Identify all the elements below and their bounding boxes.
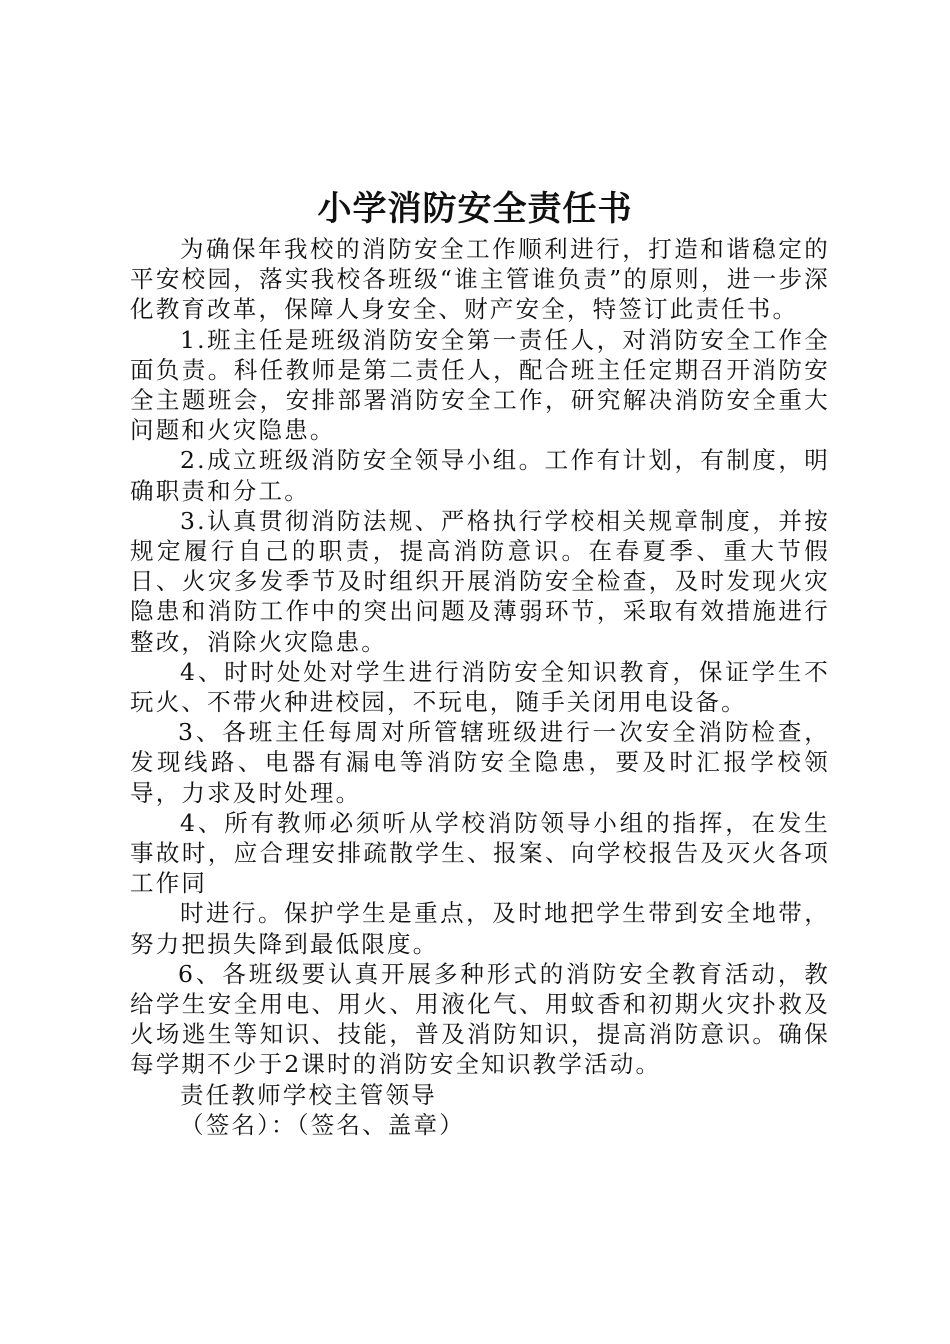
- clause-2-paragraph: 2.成立班级消防安全领导小组。工作有计划，有制度，明确职责和分工。: [130, 446, 830, 505]
- clause-4b-paragraph: 4、所有教师必须听从学校消防领导小组的指挥，在发生事故时，应合理安排疏散学生、报案、向学校报告及灭火各项工作同: [130, 808, 830, 898]
- clause-4-paragraph: 4、时时处处对学生进行消防安全知识教育，保证学生不玩火、不带火种进校园，不玩电，随手关闭用电设备。: [130, 657, 830, 717]
- intro-paragraph: 为确保年我校的消防安全工作顺利进行，打造和谐稳定的平安校园，落实我校各班级“谁主管谁负责”的原则，进一步深化教育改革，保障人身安全、财产安全，特签订此责任书。: [130, 235, 830, 324]
- document-body: [130, 234, 830, 1140]
- clause-1-paragraph: 1.班主任是班级消防安全第一责任人，对消防安全工作全面负责。科任教师是第二责任人，配合班主任定期召开消防安全主题班会，安排部署消防安全工作，研究解决消防安全重大问题和火灾隐患。: [130, 325, 830, 445]
- clause-4b-continuation: 时进行。保护学生是重点，及时地把学生带到安全地带，努力把损失降到最低限度。: [130, 899, 830, 958]
- clause-3-paragraph: 3.认真贯彻消防法规、严格执行学校相关规章制度，并按规定履行自己的职责，提高消防意识。在春夏季、重大节假日、火灾多发季节及时组织开展消防安全检查，及时发现火灾隐患和消防工作中的突出问题及薄弱环节，采取有效措施进行整改，消除火灾隐患。: [130, 506, 830, 656]
- clause-3b-paragraph: 3、各班主任每周对所管辖班级进行一次安全消防检查，发现线路、电器有漏电等消防安全隐患，要及时汇报学校领导，力求及时处理。: [130, 718, 830, 807]
- signatory-roles: 责任教师学校主管领导: [180, 1080, 437, 1109]
- signature-line: （签名）：（签名、盖章）: [180, 1110, 465, 1139]
- document-title: 小学消防安全责任书: [317, 189, 633, 229]
- clause-6-paragraph: 6、各班级要认真开展多种形式的消防安全教育活动，教给学生安全用电、用火、用液化气、用蚊香和初期火灾扑救及火场逃生等知识、技能，普及消防知识，提高消防意识。确保每学期不少于2课时的消防安全知识教学活动。: [130, 959, 830, 1079]
